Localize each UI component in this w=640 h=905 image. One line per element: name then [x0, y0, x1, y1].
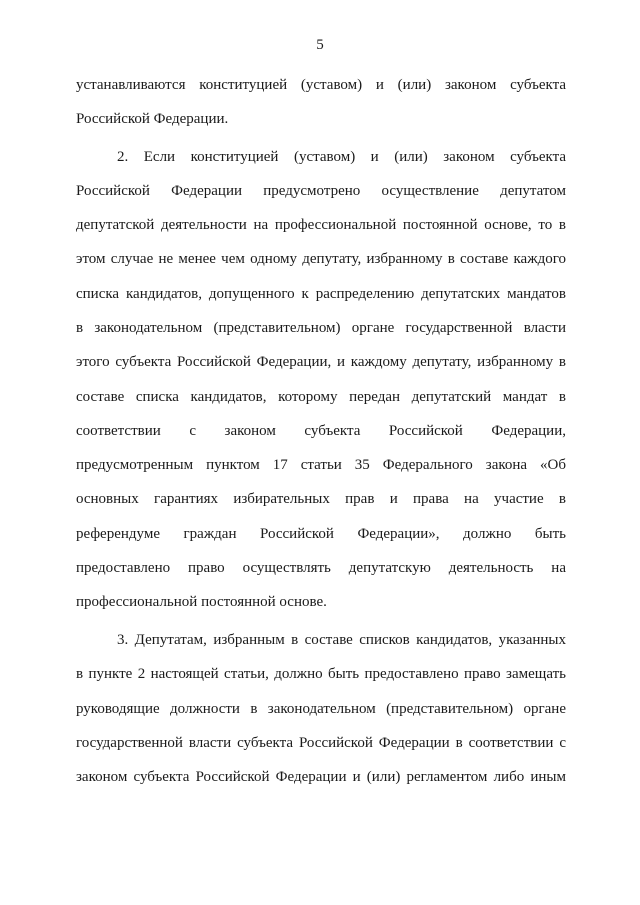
text-line: основных гарантиях избирательных прав и права на участие в: [76, 491, 566, 507]
text-line: Российской Федерации предусмотрено осуществление депутатом: [76, 183, 566, 199]
text-line: в законодательном (представительном) органе государственной власти: [76, 320, 566, 336]
page-number: 5: [316, 37, 324, 53]
text-line: этом случае не менее чем одному депутату, избранному в составе каждого: [76, 251, 566, 267]
text-line: профессиональной постоянной основе.: [76, 594, 327, 610]
text-line: списка кандидатов, допущенного к распределению депутатских мандатов: [76, 286, 566, 302]
text-line: предоставлено право осуществлять депутатскую деятельность на: [76, 560, 566, 576]
text-line: депутатской деятельности на профессиональной постоянной основе, то в: [76, 217, 566, 233]
text-line: руководящие должности в законодательном (представительном) органе: [76, 701, 566, 717]
text-line: составе списка кандидатов, которому передан депутатский мандат в: [76, 389, 566, 405]
text-line: предусмотренным пунктом 17 статьи 35 Федерального закона «Об: [76, 457, 566, 473]
text-line: законом субъекта Российской Федерации и (или) регламентом либо иным: [76, 769, 566, 785]
text-line: Российской Федерации.: [76, 111, 229, 127]
text-line: соответствии с законом субъекта Российской Федерации,: [76, 423, 566, 439]
text-line: референдуме граждан Российской Федерации», должно быть: [76, 526, 566, 542]
text-line: в пункте 2 настоящей статьи, должно быть предоставлено право замещать: [76, 666, 566, 682]
text-line: государственной власти субъекта Российской Федерации в соответствии с: [76, 735, 566, 751]
text-line: устанавливаются конституцией (уставом) и (или) законом субъекта: [76, 77, 566, 93]
paragraph-2-start: 2. Если конституцией (уставом) и (или) законом субъекта: [117, 149, 566, 165]
text-line: этого субъекта Российской Федерации, и каждому депутату, избранному в: [76, 354, 566, 370]
paragraph-3-start: 3. Депутатам, избранным в составе списков кандидатов, указанных: [117, 632, 566, 648]
